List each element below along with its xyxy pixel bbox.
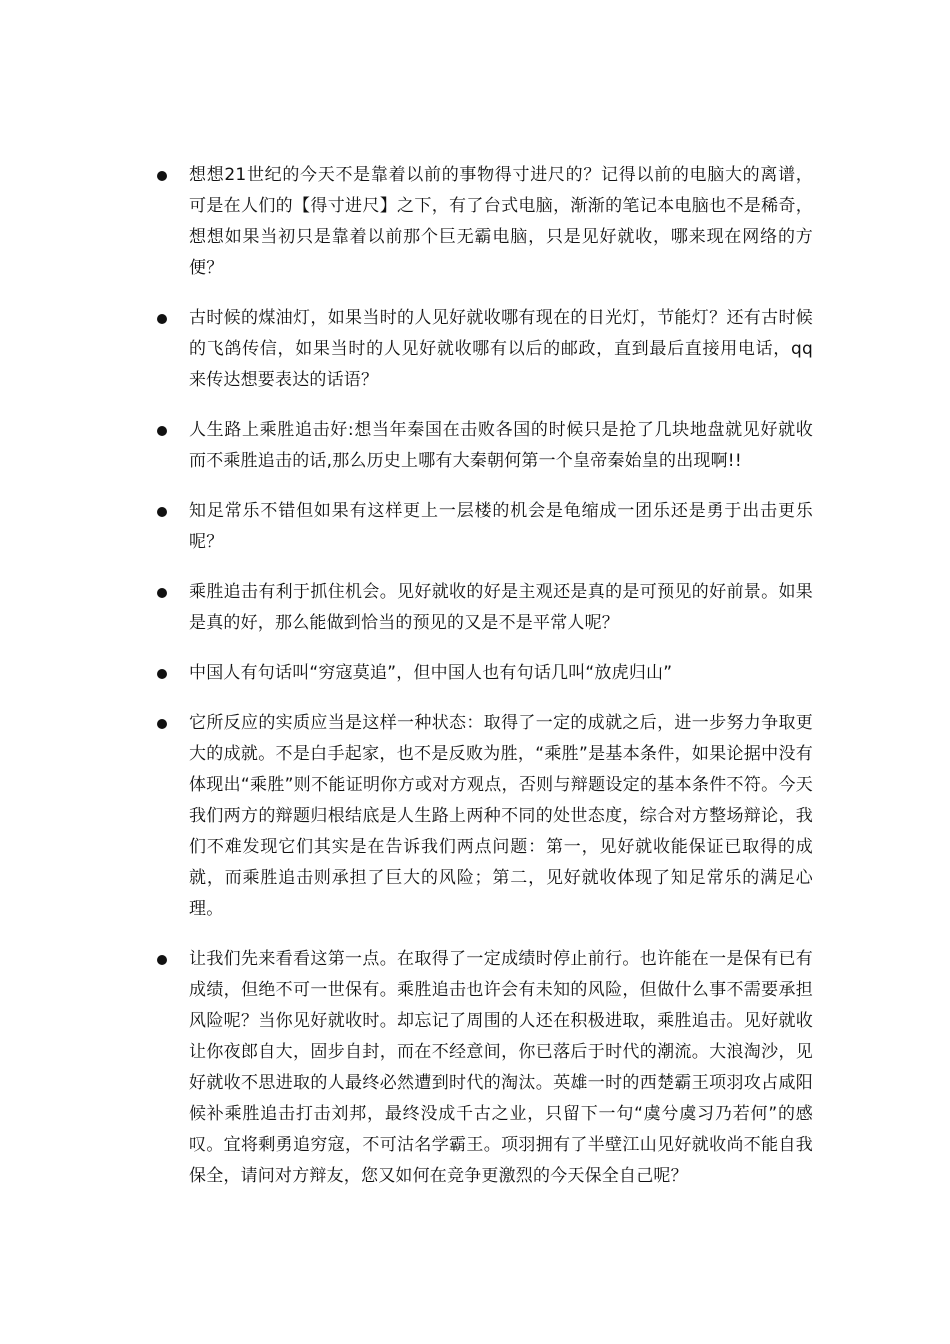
bullet-icon [157,588,167,598]
bullet-icon [157,955,167,965]
bullet-text: 古时候的煤油灯，如果当时的人见好就收哪有现在的日光灯，节能灯？还有古时候的飞鸽传信，如果当时的人见好就收哪有以后的邮政，直到最后直接用电话，qq 来传达想要表达的话语？ [189,308,813,390]
bullet-icon [157,314,167,324]
bullet-item-5 [153,577,813,639]
bullet-text: 知足常乐不错但如果有这样更上一层楼的机会是龟缩成一团乐还是勇于出击更乐呢？ [189,501,813,552]
bullet-text: 想想21世纪的今天不是靠着以前的事物得寸进尺的？记得以前的电脑大的离谱，可是在人们的【得寸进尺】之下，有了台式电脑，渐渐的笔记本电脑也不是稀奇，想想如果当初只是靠着以前那个巨无霸电脑，只是见好就收，哪来现在网络的方便？ [189,165,813,278]
bullet-text: 中国人有句话叫“穷寇莫追”，但中国人也有句话几叫“放虎归山” [189,663,673,683]
bullet-icon [157,669,167,679]
bullet-list [153,160,813,1211]
bullet-item-8 [153,944,813,1192]
bullet-item-2 [153,303,813,396]
bullet-icon [157,426,167,436]
bullet-icon [157,719,167,729]
bullet-item-6 [153,658,813,689]
bullet-item-7 [153,708,813,925]
bullet-text: 它所反应的实质应当是这样一种状态：取得了一定的成就之后，进一步努力争取更大的成就。不是白手起家，也不是反败为胜，“乘胜”是基本条件，如果论据中没有体现出“乘胜”则不能证明你方或对方观点，否则与辩题设定的基本条件不符。今天我们两方的辩题归根结底是人生路上两种不同的处世态度，综合对方整场辩论，我们不难发现它们其实是在告诉我们两点问题：第一，见好就收能保证已取得的成就，而乘胜追击则承担了巨大的风险；第二，见好就收体现了知足常乐的满足心理。 [189,713,813,919]
bullet-text: 人生路上乘胜追击好:想当年秦国在击败各国的时候只是抢了几块地盘就见好就收而不乘胜追击的话,那么历史上哪有大秦朝何第一个皇帝秦始皇的出现啊!! [189,420,813,471]
bullet-text: 乘胜追击有利于抓住机会。见好就收的好是主观还是真的是可预见的好前景。如果是真的好，那么能做到恰当的预见的又是不是平常人呢？ [189,582,813,633]
bullet-item-4 [153,496,813,558]
bullet-icon [157,507,167,517]
bullet-text: 让我们先来看看这第一点。在取得了一定成绩时停止前行。也许能在一是保有已有成绩，但绝不可一世保有。乘胜追击也许会有未知的风险，但做什么事不需要承担风险呢？当你见好就收时。却忘记了周围的人还在积极进取，乘胜追击。见好就收让你夜郎自大，固步自封，而在不经意间，你已落后于时代的潮流。大浪淘沙，见好就收不思进取的人最终必然遭到时代的淘汰。英雄一时的西楚霸王项羽攻占咸阳候补乘胜追击打击刘邦，最终没成千古之业，只留下一句“虞兮虞习乃若何”的感叹。宜将剩勇追穷寇，不可沽名学霸王。项羽拥有了半壁江山见好就收尚不能自我保全，请问对方辩友，您又如何在竞争更激烈的今天保全自己呢？ [189,949,813,1186]
bullet-icon [157,171,167,181]
bullet-item-1 [153,160,813,284]
bullet-item-3 [153,415,813,477]
